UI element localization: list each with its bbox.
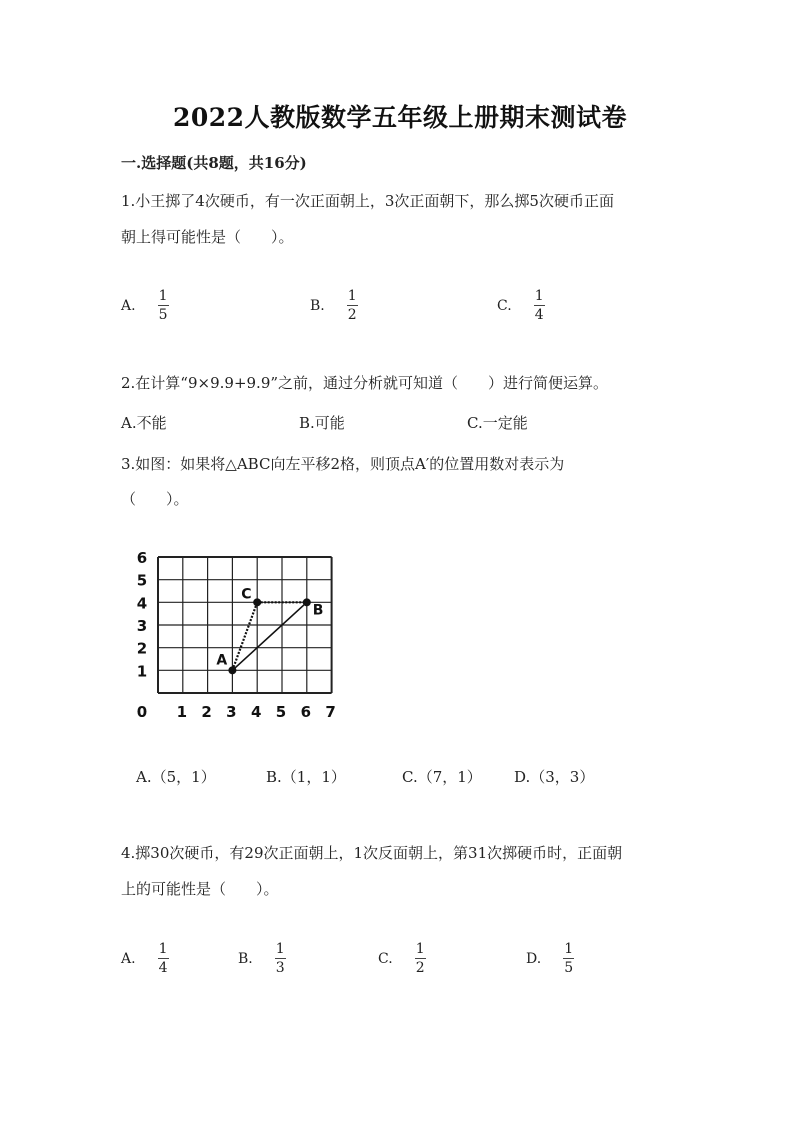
option-label: B.: [238, 950, 253, 967]
coordinate-grid-figure: [125, 545, 365, 725]
y-tick-label: 5: [136, 571, 148, 590]
x-tick-label: 4: [250, 703, 262, 721]
q4-option-b[interactable]: [238, 941, 286, 976]
option-label: A.: [121, 297, 136, 314]
vertex-label-b: B: [312, 602, 324, 619]
fraction: [158, 941, 169, 976]
option-label: A.: [121, 950, 136, 967]
q3-text-line2: （ ）。: [121, 490, 189, 508]
fraction-denominator: 2: [347, 307, 357, 323]
segment-ac: [232, 602, 257, 670]
q1-option-c[interactable]: [497, 288, 545, 323]
q2-option-a[interactable]: A.不能: [121, 414, 167, 432]
fraction-denominator: 4: [158, 960, 168, 976]
q3-option-a[interactable]: A.（5，1）: [136, 768, 216, 786]
q1-text-line2: 朝上得可能性是（ ）。: [121, 228, 294, 246]
fraction-denominator: 3: [275, 960, 285, 976]
y-tick-label: 4: [136, 594, 148, 613]
fraction: [347, 288, 358, 323]
segment-ab: [232, 602, 306, 670]
fraction-denominator: 4: [534, 307, 544, 323]
option-label: C.: [378, 950, 393, 967]
fraction: [534, 288, 545, 323]
x-tick-label: 7: [325, 703, 336, 721]
q1-text-line1: 1.小王掷了4次硬币，有一次正面朝上，3次正面朝下，那么掷5次硬币正面: [121, 192, 614, 210]
fraction: [275, 941, 286, 976]
x-tick-label: 0: [136, 703, 148, 721]
y-tick-label: 3: [136, 617, 148, 635]
q1-option-b[interactable]: [310, 288, 358, 323]
q1-option-a[interactable]: [121, 288, 169, 323]
fraction: [563, 941, 574, 976]
q3-option-c[interactable]: C.（7，1）: [402, 768, 482, 786]
q2-option-b[interactable]: B.可能: [299, 414, 345, 432]
y-tick-label: 6: [136, 549, 148, 567]
y-tick-label: 2: [136, 639, 148, 658]
q4-option-d[interactable]: [526, 941, 574, 976]
fraction-numerator: 1: [158, 288, 168, 304]
fraction: [415, 941, 426, 976]
q3-text-line1: 3.如图：如果将△ABC向左平移2格，则顶点A′的位置用数对表示为: [121, 455, 565, 473]
fraction-numerator: 1: [275, 941, 285, 957]
x-tick-label: 3: [226, 703, 237, 721]
q2-option-c[interactable]: C.一定能: [467, 414, 528, 432]
x-tick-label: 1: [176, 703, 188, 721]
triangle-abc: [232, 602, 306, 670]
fraction-numerator: 1: [564, 941, 574, 957]
q3-option-b[interactable]: B.（1，1）: [266, 768, 346, 786]
x-axis-ticks: [137, 703, 336, 721]
option-label: C.: [497, 297, 512, 314]
q4-option-a[interactable]: [121, 941, 169, 976]
section-heading: 一.选择题(共8题，共16分): [121, 154, 307, 172]
exam-title: 2022人教版数学五年级上册期末测试卷: [172, 103, 628, 132]
fraction: [158, 288, 169, 323]
option-label: B.: [310, 297, 325, 314]
vertex-a: [228, 666, 236, 674]
vertex-c: [253, 598, 261, 606]
grid-lines: [158, 557, 332, 693]
fraction-denominator: 2: [415, 960, 425, 976]
fraction-denominator: 5: [564, 960, 574, 976]
x-tick-label: 2: [201, 703, 212, 721]
vertex-b: [303, 598, 311, 606]
fraction-denominator: 5: [158, 307, 168, 323]
fraction-numerator: 1: [158, 941, 168, 957]
y-tick-label: 1: [136, 662, 148, 681]
x-tick-label: 6: [300, 703, 312, 721]
vertex-label-a: A: [216, 652, 228, 669]
q4-text-line1: 4.掷30次硬币，有29次正面朝上，1次反面朝上，第31次掷硬币时，正面朝: [121, 844, 623, 862]
x-tick-label: 5: [275, 703, 287, 721]
fraction-numerator: 1: [534, 288, 544, 304]
q2-text: 2.在计算“9×9.9+9.9”之前，通过分析就可知道（ ）进行简便运算。: [121, 374, 609, 392]
q4-text-line2: 上的可能性是（ ）。: [121, 880, 279, 898]
q4-option-c[interactable]: [378, 941, 426, 976]
q3-option-d[interactable]: D.（3，3）: [514, 768, 595, 786]
y-axis-ticks: [137, 549, 147, 680]
option-label: D.: [526, 950, 542, 967]
vertex-label-c: C: [241, 586, 252, 603]
fraction-numerator: 1: [347, 288, 357, 304]
fraction-numerator: 1: [415, 941, 425, 957]
